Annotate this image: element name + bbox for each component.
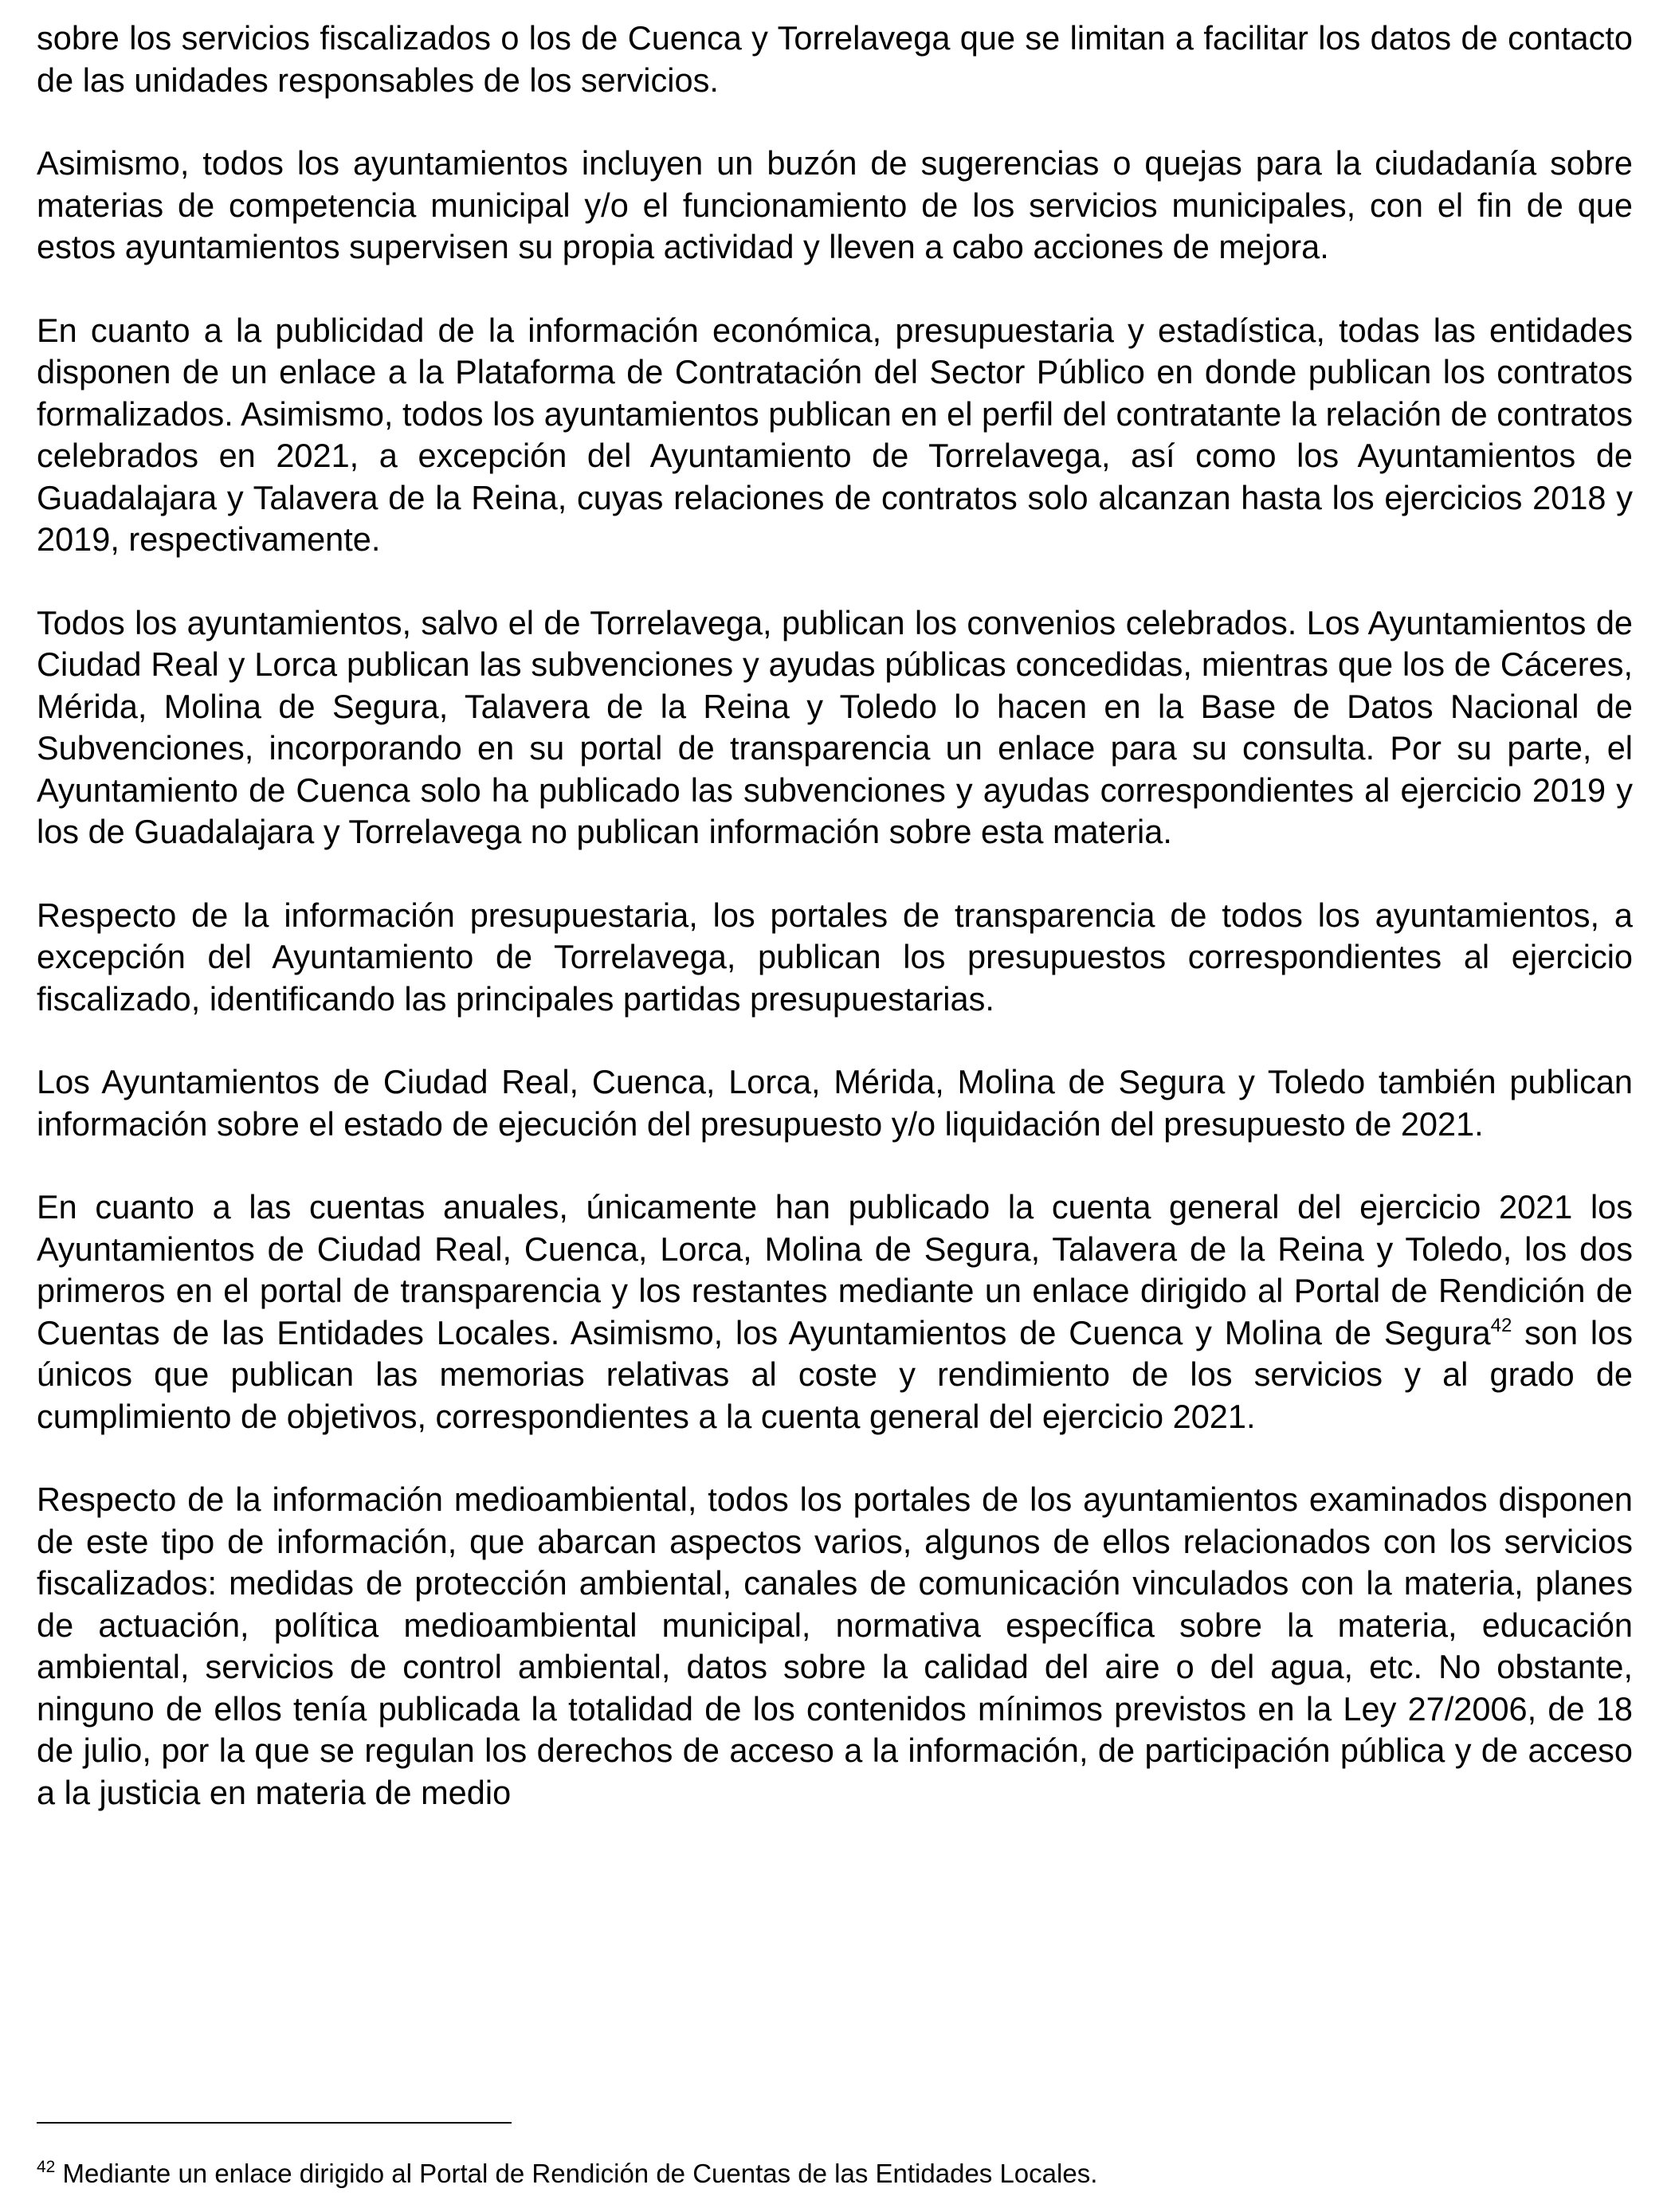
paragraph-7 [37,1186,1633,1437]
footnote-separator [37,2122,512,2124]
document-body [37,18,1633,1855]
paragraph-4: Todos los ayuntamientos, salvo el de Torrelavega, publican los convenios celebrados. Los Ayuntamientos de Ciudad Real y Lorca publican las subvenciones y ayudas públicas concedidas, mientras que los de Cáceres, Mérida, Molina de Segura, Talavera de la Reina y Toledo lo hacen en la Base de Datos Nacional de Subvenciones, incorporando en su portal de transparencia un enlace para su consulta. Por su parte, el Ayuntamiento de Cuenca solo ha publicado las subvenciones y ayudas correspondientes al ejercicio 2019 y los de Guadalajara y Torrelavega no publican información sobre esta materia. [37,603,1633,850]
footnote-reference-42[interactable]: 42 [1490,1314,1512,1336]
footnote-42 [37,2158,1633,2190]
paragraph-5: Respecto de la información presupuestaria, los portales de transparencia de todos los ayuntamientos, a excepción del Ayuntamiento de Torrelavega, publican los presupuestos correspondientes al ejercicio fiscalizado, identificando las principales partidas presupuestarias. [37,896,1633,1018]
paragraph-6: Los Ayuntamientos de Ciudad Real, Cuenca, Lorca, Mérida, Molina de Segura y Toledo también publican información sobre el estado de ejecución del presupuesto y/o liquidación del presupuesto de 2021. [37,1063,1633,1143]
footnote-text: Mediante un enlace dirigido al Portal de Rendición de Cuentas de las Entidades Locales. [55,2159,1098,2188]
paragraph-8: Respecto de la información medioambiental, todos los portales de los ayuntamientos examinados disponen de este tipo de información, que abarcan aspectos varios, algunos de ellos relacionados con los servicios fiscalizados: medidas de protección ambiental, canales de comunicación vinculados con la materia, planes de actuación, política medioambiental municipal, normativa específica sobre la materia, educación ambiental, servicios de control ambiental, datos sobre la calidad del aire o del agua, etc. No obstante, ninguno de ellos tenía publicada la totalidad de los contenidos mínimos previstos en la Ley 27/2006, de 18 de julio, por la que se regulan los derechos de acceso a la información, de participación pública y de acceso a la justicia en materia de medio [37,1481,1633,1811]
paragraph-7-text-start: En cuanto a las cuentas anuales, únicamente han publicado la cuenta general del ejercicio 2021 los Ayuntamientos de Ciudad Real, Cuenca, Lorca, Molina de Segura, Talavera de la Reina y Toledo, los dos primeros en el portal de transparencia y los restantes mediante un enlace dirigido al Portal de Rendición de Cuentas de las Entidades Locales. Asimismo, los Ayuntamientos de Cuenca y Molina de Segura [37,1188,1633,1351]
footnote-number: 42 [37,2158,56,2176]
paragraph-2: Asimismo, todos los ayuntamientos incluyen un buzón de sugerencias o quejas para la ciudadanía sobre materias de competencia municipal y/o el funcionamiento de los servicios municipales, con el fin de que estos ayuntamientos supervisen su propia actividad y lleven a cabo acciones de mejora. [37,144,1633,265]
paragraph-7-text-end: son los únicos que publican las memorias relativas al coste y rendimiento de los servicios y al grado de cumplimiento de objetivos, correspondientes a la cuenta general del ejercicio 2021. [37,1313,1633,1435]
paragraph-3: En cuanto a la publicidad de la información económica, presupuestaria y estadística, todas las entidades disponen de un enlace a la Plataforma de Contratación del Sector Público en donde publican los contratos formalizados. Asimismo, todos los ayuntamientos publican en el perfil del contratante la relación de contratos celebrados en 2021, a excepción del Ayuntamiento de Torrelavega, así como los Ayuntamientos de Guadalajara y Talavera de la Reina, cuyas relaciones de contratos solo alcanzan hasta los ejercicios 2018 y 2019, respectivamente. [37,311,1633,558]
paragraph-1: sobre los servicios fiscalizados o los de Cuenca y Torrelavega que se limitan a facilitar los datos de contacto de las unidades responsables de los servicios. [37,19,1633,99]
